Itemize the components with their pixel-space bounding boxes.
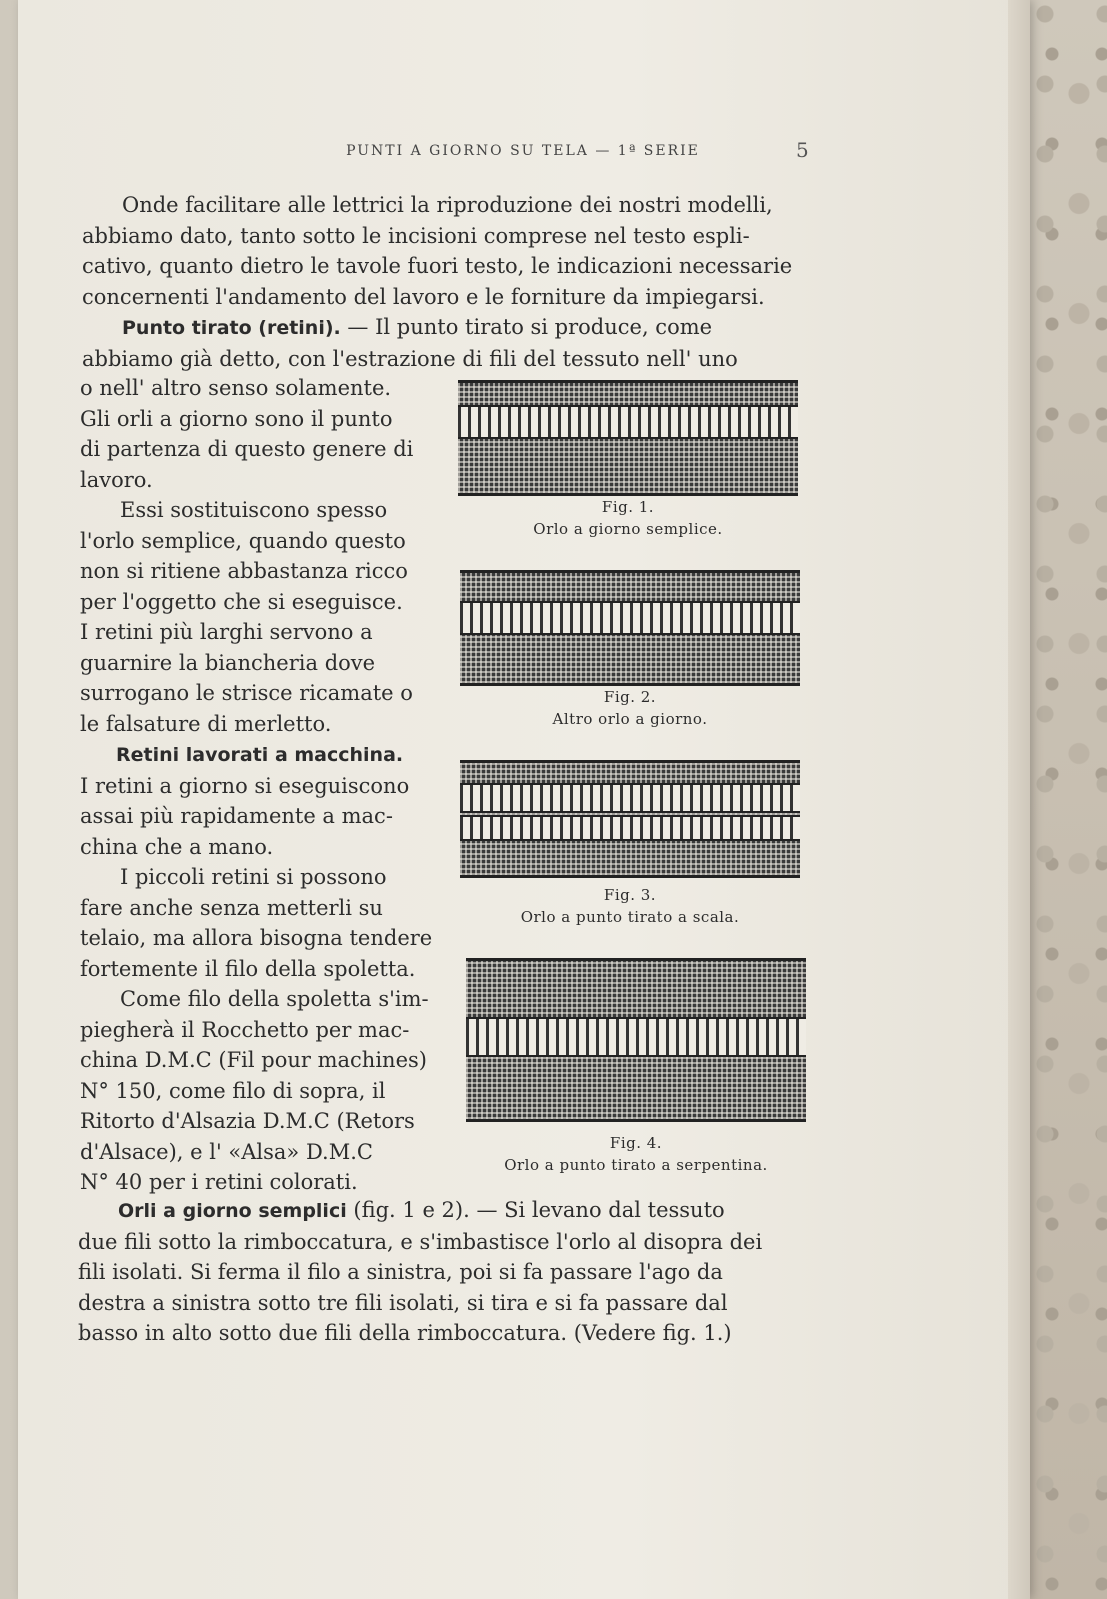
text-line: Punto tirato (retini). — Il punto tirato si produce, come [122,315,713,339]
text-line: per l'oggetto che si eseguisce. [80,589,403,614]
text-line: l'orlo semplice, quando questo [80,528,406,553]
text-line: china che a mano. [80,834,274,859]
text-line: le falsature di merletto. [80,711,332,736]
figure-1 [458,380,798,540]
left-column-text [80,373,432,1198]
text-line: di partenza di questo genere di [80,437,414,461]
section-heading: Punto tirato (retini). [122,317,341,339]
figure-1-number: Fig. 1. [601,498,655,516]
section-heading: Retini lavorati a macchina. [116,744,404,766]
text-line: destra a sinistra sotto tre fili isolati, si tira e si fa passare dal [78,1290,728,1315]
text-line: china D.M.C (Fil pour machines) [80,1048,427,1072]
text-line: concernenti l'andamento del lavoro e le forniture da impiegarsi. [82,284,765,309]
figure-3-caption: Orlo a punto tirato a scala. [520,908,740,926]
text-line: N° 40 per i retini colorati. [80,1170,358,1194]
text-line: cativo, quanto dietro le tavole fuori testo, le indicazioni necessarie [82,254,793,278]
text-line: assai più rapidamente a mac- [80,804,393,828]
page-number: 5 [796,138,809,162]
text-line: Come filo della spoletta s'im- [120,987,429,1011]
figure-4 [466,958,806,1176]
figure-1-caption: Orlo a giorno semplice. [533,520,723,538]
punto-tirato-paragraph [82,312,738,374]
text-line: fili isolati. Si ferma il filo a sinistra, poi si fa passare l'ago da [78,1260,723,1284]
figure-3-engraving [460,760,800,878]
figure-4-engraving [466,958,806,1122]
page-edge [1008,0,1030,1599]
figure-3 [460,760,800,928]
section-heading: Orli a giorno semplici [118,1200,347,1222]
text-line: guarnire la biancheria dove [80,650,376,675]
text-line: fortemente il filo della spoletta. [80,956,416,981]
running-title: PUNTI A GIORNO SU TELA — 1ª SERIE [346,143,700,159]
text-line: d'Alsace), e l' «Alsa» D.M.C [80,1139,373,1164]
text-line: Orli a giorno semplici (fig. 1 e 2). — Si levano dal tessuto [118,1198,725,1222]
text-line: basso in alto sotto due fili della rimboccatura. (Vedere fig. 1.) [78,1321,732,1345]
text-line: due fili sotto la rimboccatura, e s'imbastisce l'orlo al disopra dei [78,1229,763,1254]
figure-2 [460,570,800,730]
text-line: N° 150, come filo di sopra, il [80,1078,386,1103]
text-line: non si ritiene abbastanza ricco [80,559,408,583]
book-page [18,0,1028,1599]
text-line: Essi sostituiscono spesso [120,498,388,522]
intro-paragraph [82,190,792,312]
orli-semplici-paragraph [78,1195,762,1349]
text-line: o nell' altro senso solamente. [80,376,392,400]
text-line: Ritorto d'Alsazia D.M.C (Retors [80,1109,415,1133]
figure-1-engraving [458,380,798,496]
text-line: surrogano le strisce ricamate o [80,681,413,705]
text-line: fare anche senza metterli su [80,895,383,920]
text-line: Onde facilitare alle lettrici la riproduzione dei nostri modelli, [122,193,773,217]
figure-4-number: Fig. 4. [609,1134,663,1152]
text-line: Gli orli a giorno sono il punto [80,406,393,431]
figure-2-number: Fig. 2. [603,688,657,706]
text-line: I retini a giorno si eseguiscono [80,773,410,798]
figure-4-caption: Orlo a punto tirato a serpentina. [504,1156,768,1174]
figure-2-engraving [460,570,800,686]
figure-3-number: Fig. 3. [603,886,657,904]
text-line: telaio, ma allora bisogna tendere [80,926,433,950]
text-line: piegherà il Rocchetto per mac- [80,1017,410,1042]
text-line: lavoro. [80,467,153,492]
text-line: abbiamo dato, tanto sotto le incisioni comprese nel testo espli- [82,223,750,248]
text-line: abbiamo già detto, con l'estrazione di fili del tessuto nell' uno [82,346,738,371]
text-line: I piccoli retini si possono [120,865,387,889]
figure-2-caption: Altro orlo a giorno. [552,710,708,728]
text-line: I retini più larghi servono a [80,620,373,644]
